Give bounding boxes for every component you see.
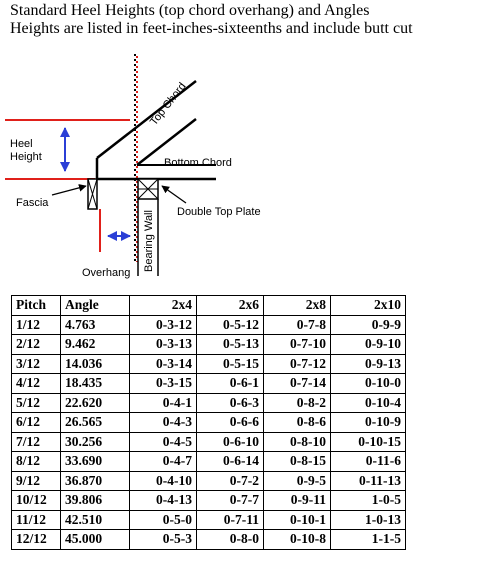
cell-2x10: 0-9-9 [331, 315, 406, 335]
cell-2x6: 0-8-0 [197, 530, 264, 550]
cell-2x4: 0-3-13 [130, 335, 197, 355]
table-row [12, 335, 406, 355]
cell-angle: 36.870 [61, 471, 130, 491]
cell-2x8: 0-8-15 [264, 452, 331, 472]
cell-angle: 14.036 [61, 354, 130, 374]
cell-pitch: 9/12 [12, 471, 61, 491]
table-row [12, 393, 406, 413]
cell-2x10: 1-1-5 [331, 530, 406, 550]
cell-2x10: 0-10-9 [331, 413, 406, 433]
cell-pitch: 5/12 [12, 393, 61, 413]
cell-angle: 45.000 [61, 530, 130, 550]
table-row [12, 413, 406, 433]
cell-2x4: 0-5-3 [130, 530, 197, 550]
cell-2x4: 0-4-3 [130, 413, 197, 433]
title-line-2: Heights are listed in feet-inches-sixteenths and include butt cut [10, 20, 413, 37]
header-2x6: 2x6 [197, 296, 264, 316]
header-2x8: 2x8 [264, 296, 331, 316]
cell-2x6: 0-6-10 [197, 432, 264, 452]
cell-2x8: 0-9-5 [264, 471, 331, 491]
fascia-pointer-arrow [52, 186, 86, 195]
cell-2x10: 1-0-5 [331, 491, 406, 511]
cell-2x10: 1-0-13 [331, 510, 406, 530]
table-row [12, 374, 406, 394]
cell-pitch: 6/12 [12, 413, 61, 433]
cell-pitch: 1/12 [12, 315, 61, 335]
cell-2x8: 0-9-11 [264, 491, 331, 511]
table-row [12, 530, 406, 550]
label-overhang: Overhang [82, 267, 131, 279]
cell-2x4: 0-3-15 [130, 374, 197, 394]
cell-angle: 22.620 [61, 393, 130, 413]
cell-2x6: 0-7-7 [197, 491, 264, 511]
cell-2x10: 0-11-6 [331, 452, 406, 472]
label-double-top-plate: Double Top Plate [177, 206, 261, 218]
header-angle: Angle [61, 296, 130, 316]
table-row [12, 315, 406, 335]
cell-2x4: 0-4-7 [130, 452, 197, 472]
cell-2x6: 0-7-11 [197, 510, 264, 530]
cell-2x8: 0-7-8 [264, 315, 331, 335]
cell-2x6: 0-5-12 [197, 315, 264, 335]
cell-2x10: 0-10-4 [331, 393, 406, 413]
cell-2x4: 0-3-12 [130, 315, 197, 335]
cell-angle: 26.565 [61, 413, 130, 433]
cell-angle: 4.763 [61, 315, 130, 335]
cell-2x10: 0-9-13 [331, 354, 406, 374]
label-fascia: Fascia [16, 197, 49, 209]
cell-angle: 42.510 [61, 510, 130, 530]
cell-2x4: 0-4-13 [130, 491, 197, 511]
label-heel: Heel [10, 138, 33, 150]
cell-2x10: 0-11-13 [331, 471, 406, 491]
cell-2x10: 0-10-0 [331, 374, 406, 394]
cell-2x8: 0-7-12 [264, 354, 331, 374]
title-line-1: Standard Heel Heights (top chord overhang) and Angles [10, 2, 370, 19]
table-body [12, 315, 406, 549]
cell-angle: 18.435 [61, 374, 130, 394]
cell-2x10: 0-10-15 [331, 432, 406, 452]
cell-2x6: 0-6-14 [197, 452, 264, 472]
heel-height-diagram [0, 46, 478, 286]
cell-pitch: 2/12 [12, 335, 61, 355]
cell-angle: 39.806 [61, 491, 130, 511]
label-bottom-chord: Bottom Chord [164, 157, 232, 169]
cell-2x8: 0-7-10 [264, 335, 331, 355]
cell-angle: 9.462 [61, 335, 130, 355]
cell-pitch: 10/12 [12, 491, 61, 511]
table-header-row [12, 296, 406, 316]
cell-pitch: 12/12 [12, 530, 61, 550]
cell-2x8: 0-10-8 [264, 530, 331, 550]
cell-2x8: 0-8-10 [264, 432, 331, 452]
page-title [10, 2, 472, 38]
cell-2x4: 0-5-0 [130, 510, 197, 530]
cell-2x4: 0-4-5 [130, 432, 197, 452]
cell-pitch: 3/12 [12, 354, 61, 374]
header-2x10: 2x10 [331, 296, 406, 316]
cell-2x6: 0-7-2 [197, 471, 264, 491]
cell-angle: 30.256 [61, 432, 130, 452]
cell-2x6: 0-5-13 [197, 335, 264, 355]
cell-pitch: 8/12 [12, 452, 61, 472]
label-height: Height [10, 151, 42, 163]
table-row [12, 510, 406, 530]
label-bearing-wall: Bearing Wall [143, 210, 155, 272]
cell-2x8: 0-8-6 [264, 413, 331, 433]
header-2x4: 2x4 [130, 296, 197, 316]
heel-height-table [11, 295, 406, 550]
cell-pitch: 11/12 [12, 510, 61, 530]
cell-2x4: 0-4-1 [130, 393, 197, 413]
cell-2x6: 0-6-1 [197, 374, 264, 394]
table-row [12, 354, 406, 374]
cell-2x6: 0-6-6 [197, 413, 264, 433]
cell-2x6: 0-6-3 [197, 393, 264, 413]
cell-2x4: 0-3-14 [130, 354, 197, 374]
top-plate-pointer-arrow [162, 186, 186, 203]
table-row [12, 491, 406, 511]
table-row [12, 471, 406, 491]
table-row [12, 452, 406, 472]
label-top-chord: Top Chord [147, 80, 189, 128]
cell-2x10: 0-9-10 [331, 335, 406, 355]
cell-angle: 33.690 [61, 452, 130, 472]
cell-2x4: 0-4-10 [130, 471, 197, 491]
cell-pitch: 7/12 [12, 432, 61, 452]
header-pitch: Pitch [12, 296, 61, 316]
cell-2x8: 0-7-14 [264, 374, 331, 394]
cell-2x6: 0-5-15 [197, 354, 264, 374]
cell-2x8: 0-10-1 [264, 510, 331, 530]
table-row [12, 432, 406, 452]
cell-pitch: 4/12 [12, 374, 61, 394]
cell-2x8: 0-8-2 [264, 393, 331, 413]
